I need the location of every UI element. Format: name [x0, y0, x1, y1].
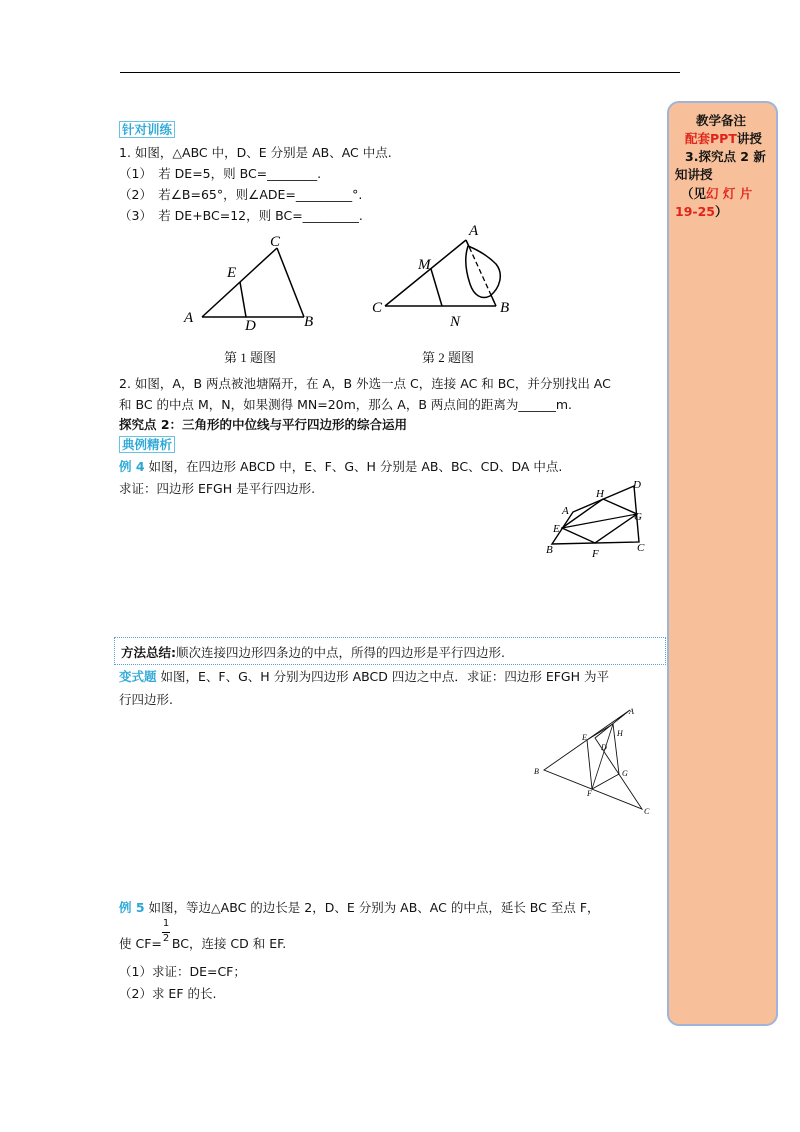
variant-label: 变式题	[119, 669, 157, 684]
notes-line-5: 19-25）	[675, 204, 728, 219]
fraction-one-half: $\frac{1}{2}$	[162, 918, 170, 944]
teaching-notes-panel	[667, 101, 778, 1026]
variant-label-a: A	[629, 707, 634, 716]
fig4-label-h: H	[596, 488, 604, 500]
variant-label-c: C	[644, 807, 650, 816]
variant-label-b: B	[534, 767, 539, 776]
question-1-item-3: （3） 若 DE+BC=12，则 BC=_________.	[119, 208, 363, 223]
example-analysis-tag: 典例精析	[119, 436, 175, 453]
explore-heading: 探究点 2：三角形的中位线与平行四边形的综合运用	[119, 417, 408, 432]
question-1-item-2: （2） 若∠B=65°，则∠ADE=_________°.	[119, 187, 363, 202]
notes-line-4: （见幻 灯 片	[681, 186, 753, 201]
variant-label-g: G	[622, 769, 628, 778]
fig4-label-d: D	[633, 479, 641, 491]
example-4-statement: 例 4 如图，在四边形 ABCD 中，E、F、G、H 分别是 AB、BC、CD、DA 中点.	[119, 459, 563, 474]
variant-label-h: H	[617, 729, 623, 738]
method-summary-box	[114, 637, 666, 665]
training-tag: 针对训练	[119, 121, 175, 138]
question-1-item-1: （1） 若 DE=5，则 BC=________.	[119, 166, 322, 181]
fig1-label-e: E	[227, 265, 237, 281]
notes-title: 教学备注	[696, 113, 747, 128]
variant-label-e: E	[582, 733, 587, 742]
fig4-label-f: F	[592, 548, 599, 560]
fig2-label-m: M	[418, 257, 431, 273]
figure-1-caption: 第 1 题图	[224, 350, 277, 365]
fig2-label-a: A	[469, 223, 479, 239]
variant-label-d: D	[601, 743, 607, 752]
fig4-label-a: A	[562, 505, 569, 517]
notes-line-2: 3.探究点 2 新	[685, 149, 766, 164]
method-summary: 方法总结:顺次连接四边形四条边的中点，所得的四边形是平行四边形.	[121, 645, 505, 660]
fig1-label-d: D	[245, 318, 256, 334]
notes-line-1: 配套PPT讲授	[685, 131, 762, 146]
fig4-label-g: G	[634, 511, 642, 523]
fig2-label-n: N	[450, 314, 461, 330]
example-5-label: 例 5	[119, 900, 145, 915]
variant-label-f: F	[587, 789, 592, 798]
figure-variant	[532, 702, 657, 822]
example-5-line-2: 使 CF= $\frac{1}{2}$ BC，连接 CD 和 EF.	[119, 918, 287, 951]
figure-2-caption: 第 2 题图	[422, 350, 475, 365]
example-5-line-1: 例 5 如图，等边△ABC 的边长是 2，D、E 分别为 AB、AC 的中点，延长 BC 至点 F，	[119, 900, 600, 915]
fig1-label-b: B	[304, 314, 314, 330]
fig4-label-b: B	[546, 544, 553, 556]
header-rule	[120, 72, 680, 73]
example-4-prove: 求证：四边形 EFGH 是平行四边形.	[119, 481, 316, 496]
variant-line-2: 行四边形.	[119, 692, 173, 707]
figure-1-triangle	[180, 230, 330, 335]
example-5-item-2: （2）求 EF 的长.	[119, 986, 217, 1001]
fig2-label-b: B	[500, 300, 510, 316]
figure-example-4	[540, 476, 660, 566]
variant-line-1: 变式题 如图，E、F、G、H 分别为四边形 ABCD 四边之中点．求证：四边形 EFGH 为平	[119, 669, 609, 684]
figure-2-pond	[370, 222, 520, 332]
question-2-line-1: 2. 如图，A，B 两点被池塘隔开，在 A，B 外选一点 C，连接 AC 和 BC，并分别找出 AC	[119, 376, 611, 391]
example-4-label: 例 4	[119, 459, 145, 474]
fig4-label-c: C	[637, 542, 645, 554]
fig2-label-c: C	[372, 300, 383, 316]
fig1-label-a: A	[184, 310, 194, 326]
example-5-item-1: （1）求证：DE=CF；	[119, 964, 246, 979]
question-2-line-2: 和 BC 的中点 M，N，如果测得 MN=20m，那么 A，B 两点间的距离为______m.	[119, 397, 573, 412]
fig4-label-e: E	[553, 523, 560, 535]
question-1-intro: 1. 如图，△ABC 中，D、E 分别是 AB、AC 中点.	[119, 145, 392, 160]
fig1-label-c: C	[270, 234, 281, 250]
method-summary-label: 方法总结:	[121, 645, 176, 660]
notes-line-3: 知讲授	[675, 167, 713, 182]
